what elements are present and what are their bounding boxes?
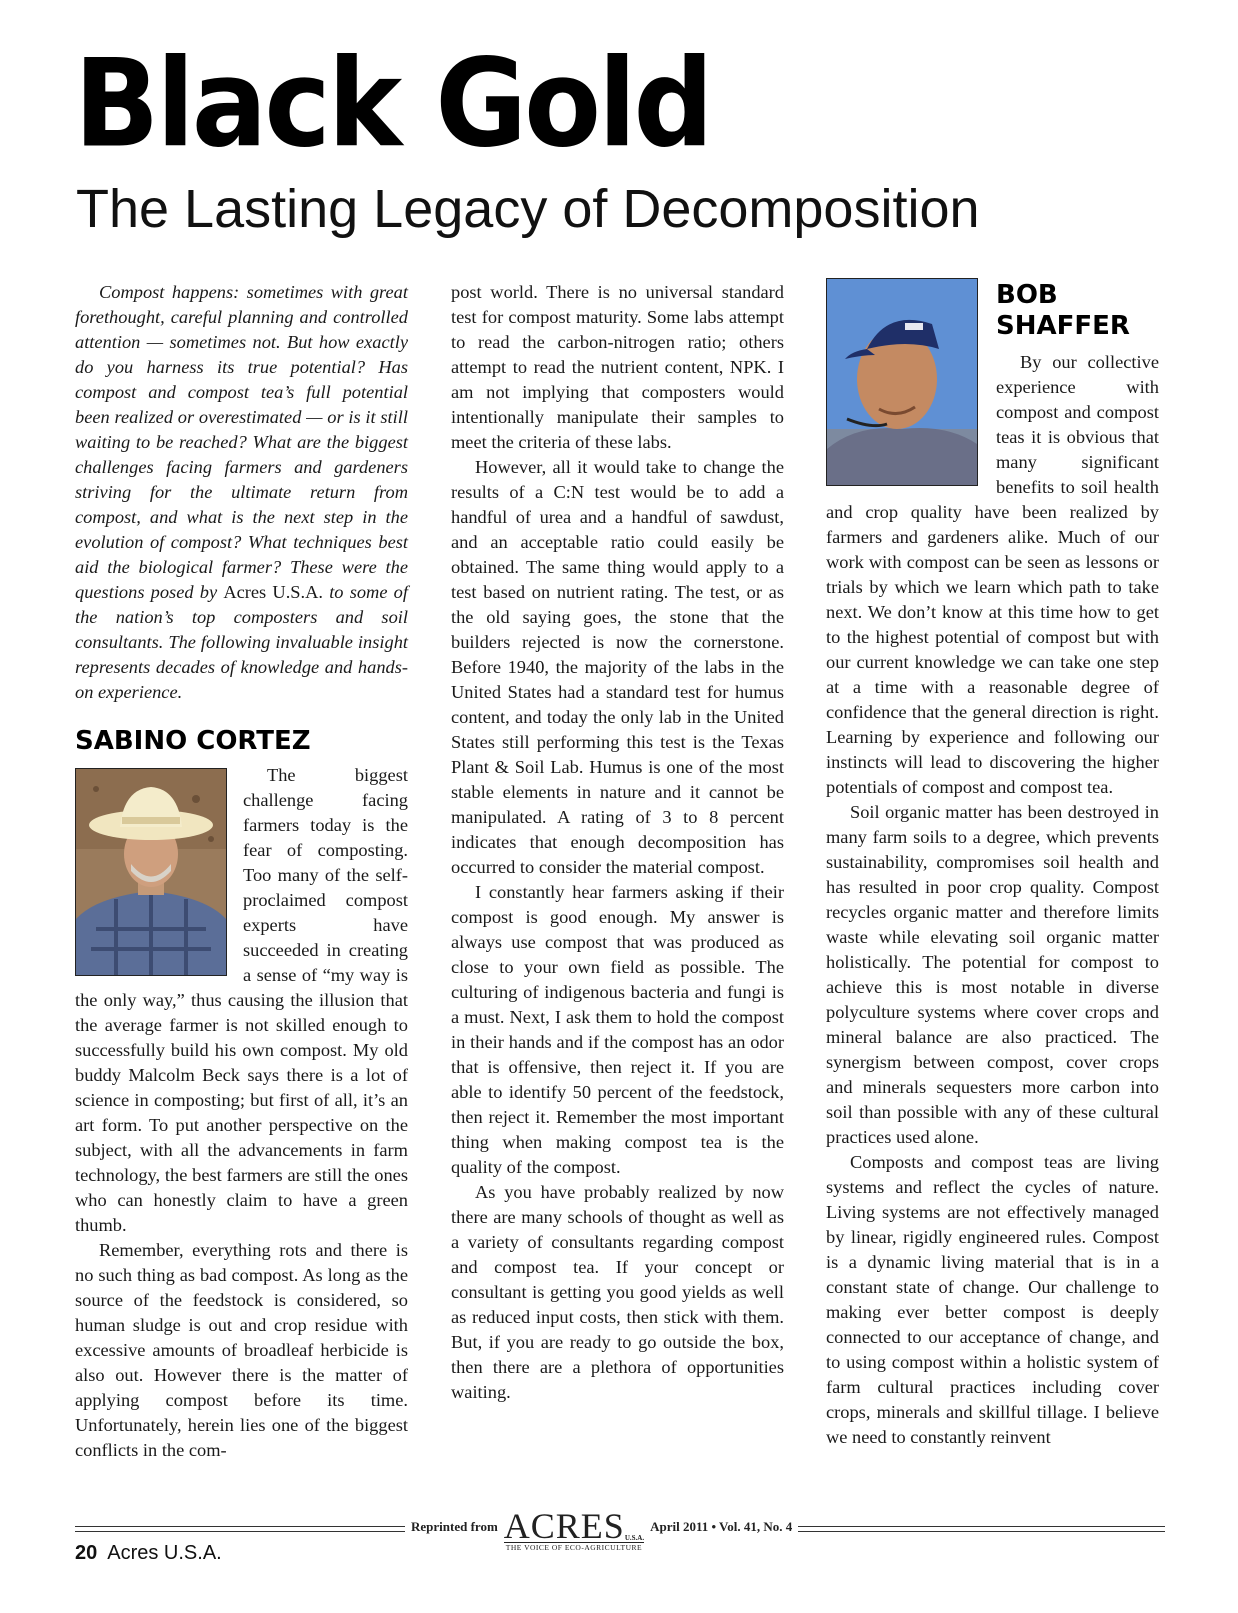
page-number: 20	[75, 1542, 98, 1564]
bob-paragraph-2: Soil organic matter has been destroyed in many farm soils to a degree, which prevents sustainability, compromises soil health and has resulted in poor crop quality. Compost recycles organic matter and therefore limits waste while elevating soil organic matter holistically. The potential for compost to achieve this is most notable in diverse polyculture systems where cover crops and mineral balance are also practiced. The synergism between compost, cover crops and minerals sequesters more carbon into soil than possible with any of these cultural practices used alone.	[826, 802, 1159, 1147]
sabino-paragraph-2-part-1: Remember, everything rots and there is no such thing as bad compost. As long as the source of the feedstock is considered, so human sludge is out and crop residue with excessive amounts of broadleaf herbicide is also out. However there is the matter of applying compost before its time. Unfortunately, herein lies one of the biggest conflicts in the com-	[75, 1240, 408, 1460]
article-title: Black Gold	[74, 34, 711, 175]
acres-logo	[503, 1506, 645, 1552]
author-heading-bob-shaffer: BOB SHAFFER	[996, 280, 1130, 341]
column-3	[826, 280, 1159, 1450]
intro-text-start: Compost happens: sometimes with great forethought, careful planning and controlled attention — sometimes not. But how exactly do you harness its true potential? Has compost and compost tea’s full potential been realized or overestimated — or is it still waiting to be reached? What are the biggest challenges facing farmers and gardeners striving for the ultimate return from compost, and what is the next step in the evolution of compost? What techniques best aid the biological farmer? These were the questions posed by	[75, 282, 408, 602]
sabino-paragraph-1: The biggest challenge facing farmers today is the fear of composting. Too many of the self-proclaimed compost experts have succeeded in creating a sense of “my way is the only way,” thus causing the illusion that the average farmer is not skilled enough to successfully build his own compost. My old buddy Malcolm Beck says there is a lot of science in composting; but first of all, it’s an art form. To put another perspective on the subject, with all the advancements in farm technology, the best farmers are still the ones who can honestly claim to have a green thumb.	[75, 765, 408, 1235]
sabino-paragraph-2-part-2: post world. There is no universal standard test for compost maturity. Some labs attempt to read the carbon-nitrogen ratio; others attempt to read the nutrient content, NPK. I am not implying that composters would intentionally manipulate their samples to meet the criteria of these labs.	[451, 282, 784, 452]
sabino-cortez-portrait-icon	[76, 769, 226, 975]
article-subtitle: The Lasting Legacy of Decomposition	[76, 179, 980, 239]
sabino-cortez-photo	[75, 768, 227, 976]
bob-shaffer-photo	[826, 278, 978, 486]
intro-publication: Acres U.S.A.	[223, 582, 323, 602]
bob-shaffer-portrait-icon	[827, 279, 977, 485]
sabino-paragraph-4: I constantly hear farmers asking if their compost is good enough. My answer is always use compost that was produced as close to your own field as possible. The culturing of indigenous bacteria and fungi is a must. Next, I ask them to hold the compost in their hands and if the compost has an odor that is offensive, then reject it. If you are able to identify 50 percent of the feedstock, then reject it. Remember the most important thing when making compost tea is the quality of the compost.	[451, 882, 784, 1177]
intro-paragraph	[75, 280, 408, 705]
author-heading-sabino-cortez: SABINO CORTEZ	[75, 726, 311, 756]
sabino-paragraph-3: However, all it would take to change the results of a C:N test would be to add a handful of urea and a handful of sawdust, and an acceptable ratio could easily be obtained. The same thing would apply to a test based on nutrient rating. The test, or as the old saying goes, the stone that the builders rejected is now the cornerstone. Before 1940, the majority of the labs in the United States had a standard test for humus content, and today the only lab in the United States still performing this test is the Texas Plant & Soil Lab. Humus is one of the most stable elements in nature and it cannot be manipulated. A rating of 3 to 8 percent indicates that enough decomposition has occurred to consider the material compost.	[451, 457, 784, 877]
bob-paragraph-1: By our collective experience with compost and compost teas it is obvious that many significant benefits to soil health and crop quality have been realized by farmers and gardeners alike. Much of our work with compost can be seen as lessons or trials by which we learn which path to take next. We don’t know at this time how to get to the highest potential of compost but with our current knowledge we can take one step at a time with a reasonable degree of confidence that the general direction is right. Learning by experience and following our instincts will lead to discovering the higher potentials of compost and compost tea.	[826, 352, 1159, 797]
footer-publication: Acres U.S.A.	[107, 1542, 222, 1564]
page-footer	[75, 1542, 222, 1565]
sabino-paragraph-5: As you have probably realized by now there are many schools of thought as well as a variety of consultants regarding compost and compost tea. If your concept or consultant is getting you good yields as well as reduced input costs, then stick with them. But, if you are ready to go outside the box, then there are a plethora of opportunities waiting.	[451, 1182, 784, 1402]
acres-logo-suffix: U.S.A.	[624, 1534, 645, 1542]
column-2	[451, 280, 784, 1405]
acres-logo-wordmark: ACRES	[503, 1506, 625, 1546]
reprinted-from-label: Reprinted from	[411, 1519, 498, 1534]
reprint-credit	[405, 1506, 798, 1552]
issue-info: April 2011 • Vol. 41, No. 4	[650, 1519, 793, 1534]
intro-text-end: to some of the nation’s top composters and soil consultants. The following invaluable insight represents decades of knowledge and hands-on experience.	[75, 582, 408, 702]
acres-logo-tagline: THE VOICE OF ECO-AGRICULTURE	[504, 1542, 644, 1552]
bob-paragraph-3: Composts and compost teas are living systems and reflect the cycles of nature. Living systems are not effectively managed by linear, rigidly engineered rules. Compost is a dynamic living material that is in a constant state of change. Our challenge to making ever better compost is deeply connected to our acceptance of change, and to using compost within a holistic system of farm cultural practices including cover crops, minerals and skillful tillage. I believe we need to constantly reinvent	[826, 1152, 1159, 1447]
column-1	[75, 280, 408, 1463]
